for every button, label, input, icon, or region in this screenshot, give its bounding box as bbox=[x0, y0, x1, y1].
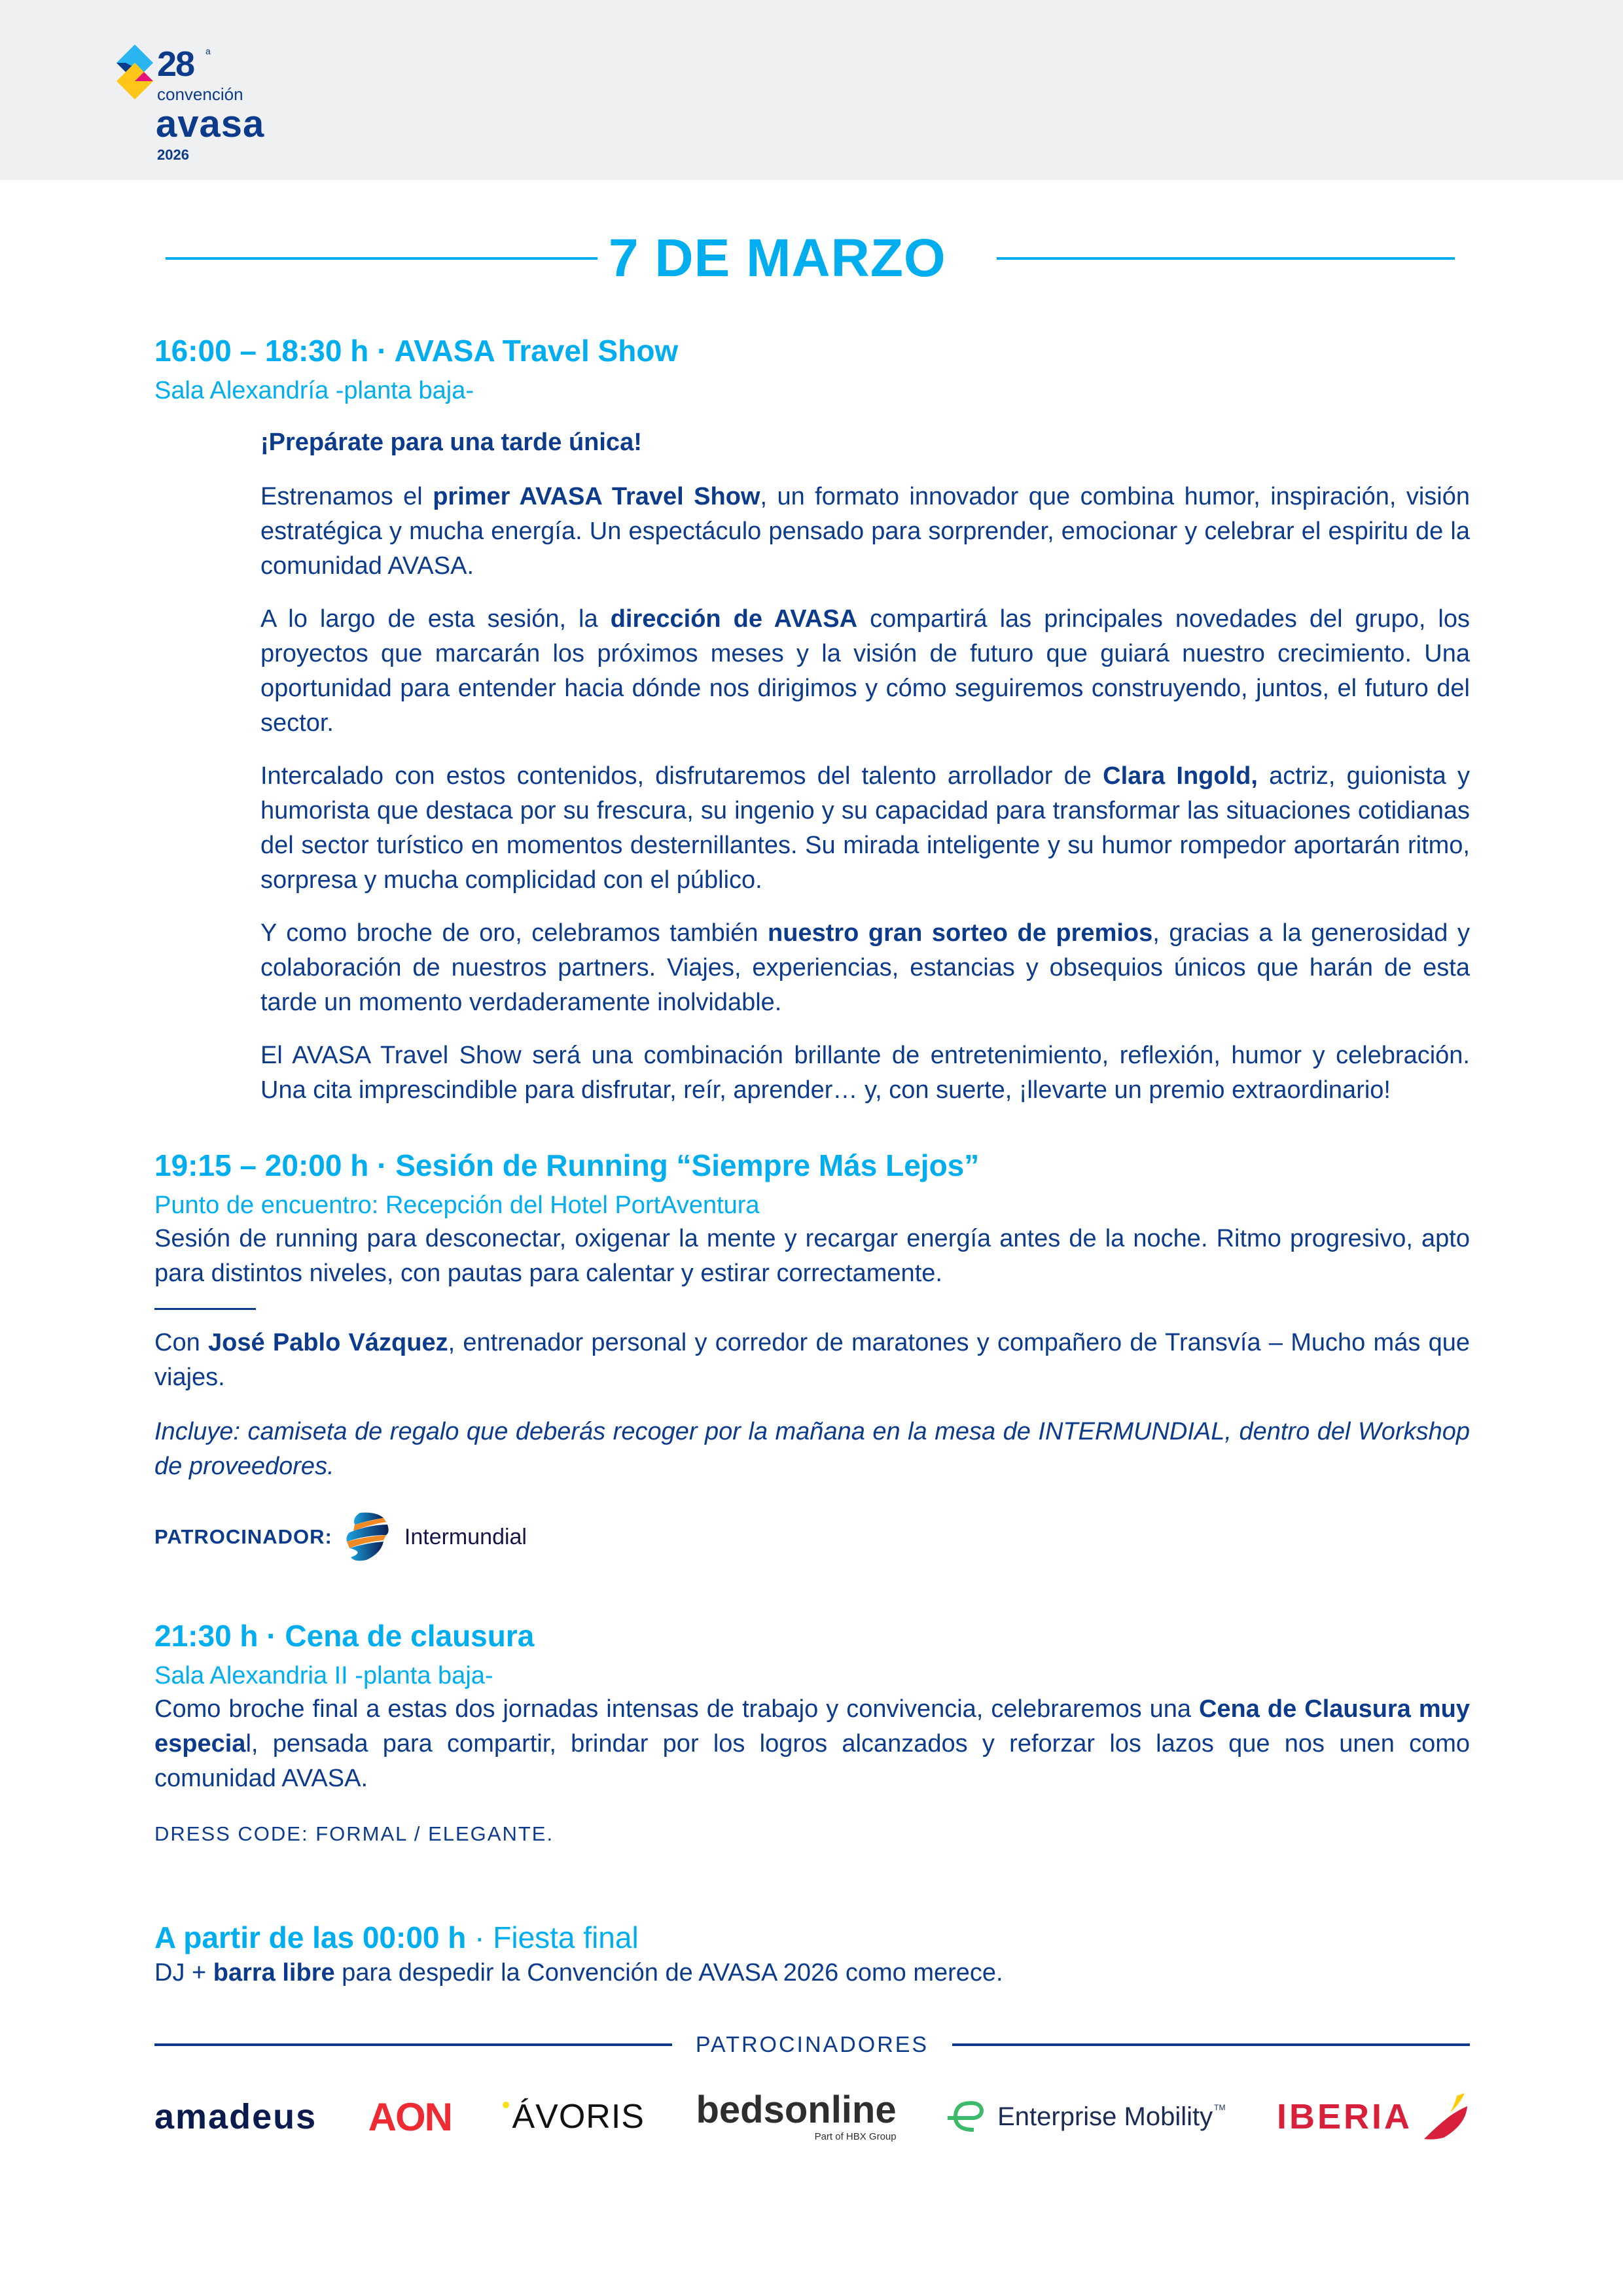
travel-show-paragraph-1: Estrenamos el primer AVASA Travel Show, un formato innovador que combina humor, inspiración, visión estratégica y mucha energía. Un espectáculo pensado para sorprender, emocionar y celebrar el espiritu de la comunidad AVASA. bbox=[260, 483, 1471, 580]
bedsonline-text: bedsonline bbox=[696, 2089, 897, 2131]
aon-logo: AON bbox=[368, 2094, 452, 2139]
running-includes: Incluye: camiseta de regalo que deberás recoger por la mañana en la mesa de INTERMUNDIAL, dentro del Workshop de proveedores. bbox=[154, 1418, 1470, 1480]
logo-diamonds-icon bbox=[116, 44, 153, 99]
bedsonline-subtext: Part of HBX Group bbox=[814, 2131, 897, 2142]
running-heading: 19:15 – 20:00 h · Sesión de Running “Siempre Más Lejos” bbox=[154, 1148, 980, 1182]
enterprise-text: Enterprise Mobility bbox=[997, 2102, 1213, 2131]
iberia-text: IBERIA bbox=[1276, 2097, 1412, 2136]
running-coach: Con José Pablo Vázquez, entrenador personal y corredor de maratones y compañero de Transvía – Mucho más que viajes. bbox=[154, 1329, 1470, 1391]
party-description: DJ + barra libre para despedir la Convención de AVASA 2026 como merece. bbox=[154, 1959, 1003, 1987]
sponsors-rule-right bbox=[952, 2043, 1470, 2046]
travel-show-lead: ¡Prepárate para una tarde única! bbox=[260, 429, 642, 456]
running-divider bbox=[154, 1308, 256, 1310]
logo-year: 2026 bbox=[157, 147, 189, 163]
sponsor-logos bbox=[154, 2074, 1470, 2159]
party-heading bbox=[154, 1919, 1470, 1956]
date-title bbox=[0, 222, 1623, 294]
sponsor-name: Intermundial bbox=[404, 1524, 527, 1549]
dinner-heading: 21:30 h · Cena de clausura bbox=[154, 1619, 535, 1653]
enterprise-mobility-logo bbox=[948, 2074, 1225, 2159]
sponsors-rule-left bbox=[154, 2043, 672, 2046]
title-rule-left bbox=[166, 257, 597, 260]
title-rule-right bbox=[997, 257, 1455, 260]
dinner-description: Como broche final a estas dos jornadas intensas de trabajo y convivencia, celebraremos una Cena de Clausura muy especial, pensada para compartir, brindar por los logros alcanzados y reforzar los lazos que nos unen como comunidad AVASA. bbox=[154, 1695, 1471, 1792]
logo-edition-suffix: a bbox=[205, 46, 211, 56]
avoris-dot-icon bbox=[503, 2102, 509, 2108]
page-title: 7 DE MARZO bbox=[609, 228, 946, 288]
party-title: · Fiesta final bbox=[466, 1920, 639, 1954]
avoris-logo bbox=[503, 2074, 645, 2159]
header-band bbox=[0, 0, 1623, 180]
dinner-location: Sala Alexandria II -planta baja- bbox=[154, 1662, 493, 1689]
running-description: Sesión de running para desconectar, oxigenar la mente y recargar energía antes de la noche. Ritmo progresivo, apto para distintos niveles, con pautas para calentar y estirar correctamente. bbox=[154, 1225, 1470, 1287]
logo-edition-number: 28 bbox=[157, 44, 194, 84]
running-location: Punto de encuentro: Recepción del Hotel PortAventura bbox=[154, 1192, 760, 1219]
enterprise-e-icon bbox=[948, 2100, 988, 2134]
sponsors-title bbox=[154, 2028, 1470, 2061]
travel-show-paragraph-5: El AVASA Travel Show será una combinación brillante de entretenimiento, reflexión, humor y celebración. Una cita imprescindible para disfrutar, reír, aprender… y, con suerte, ¡llevarte un premio extraordinario! bbox=[260, 1042, 1470, 1104]
travel-show-heading: 16:00 – 18:30 h · AVASA Travel Show bbox=[154, 334, 679, 368]
convention-logo bbox=[116, 41, 339, 171]
bedsonline-logo bbox=[696, 2074, 896, 2159]
amadeus-logo: amadeus bbox=[154, 2097, 317, 2136]
enterprise-tm: TM bbox=[1214, 2103, 1226, 2112]
travel-show-location: Sala Alexandría -planta baja- bbox=[154, 377, 474, 404]
intermundial-globe-icon bbox=[340, 1510, 393, 1564]
dress-code: DRESS CODE: FORMAL / ELEGANTE. bbox=[154, 1822, 554, 1845]
travel-show-paragraph-2: A lo largo de esta sesión, la dirección de AVASA compartirá las principales novedades del grupo, los proyectos que marcarán los próximos meses y la visión de futuro que guiará nuestro crecimiento. Una oportunidad para entender hacia dónde nos dirigimos y cómo seguiremos construyendo, juntos, el futuro del sector. bbox=[260, 605, 1471, 737]
logo-convencion: convención bbox=[157, 84, 243, 104]
avoris-text: ÁVORIS bbox=[512, 2098, 645, 2136]
iberia-wing-icon bbox=[1418, 2093, 1470, 2140]
travel-show-paragraph-4: Y como broche de oro, celebramos también nuestro gran sorteo de premios, gracias a la generosidad y colaboración de nuestros partners. Viajes, experiencias, estancias y obsequios únicos que harán de esta tarde un momento verdaderamente inolvidable. bbox=[260, 919, 1470, 1016]
running-sponsor bbox=[154, 1508, 1470, 1566]
sponsors-label: PATROCINADORES bbox=[695, 2032, 929, 2057]
travel-show-paragraph-3: Intercalado con estos contenidos, disfrutaremos del talento arrollador de Clara Ingold, actriz, guionista y humorista que destaca por su frescura, su ingenio y su capacidad para transformar las situaciones cotidianas del sector turístico en momentos desternillantes. Su mirada inteligente y su humor rompedor aportarán ritmo, sorpresa y mucha complicidad con el público. bbox=[260, 762, 1471, 894]
iberia-logo bbox=[1277, 2074, 1470, 2159]
party-time: A partir de las 00:00 h bbox=[154, 1920, 467, 1954]
sponsor-label: PATROCINADOR: bbox=[154, 1525, 332, 1548]
page-content bbox=[0, 332, 1623, 2159]
logo-brand: avasa bbox=[156, 103, 265, 145]
